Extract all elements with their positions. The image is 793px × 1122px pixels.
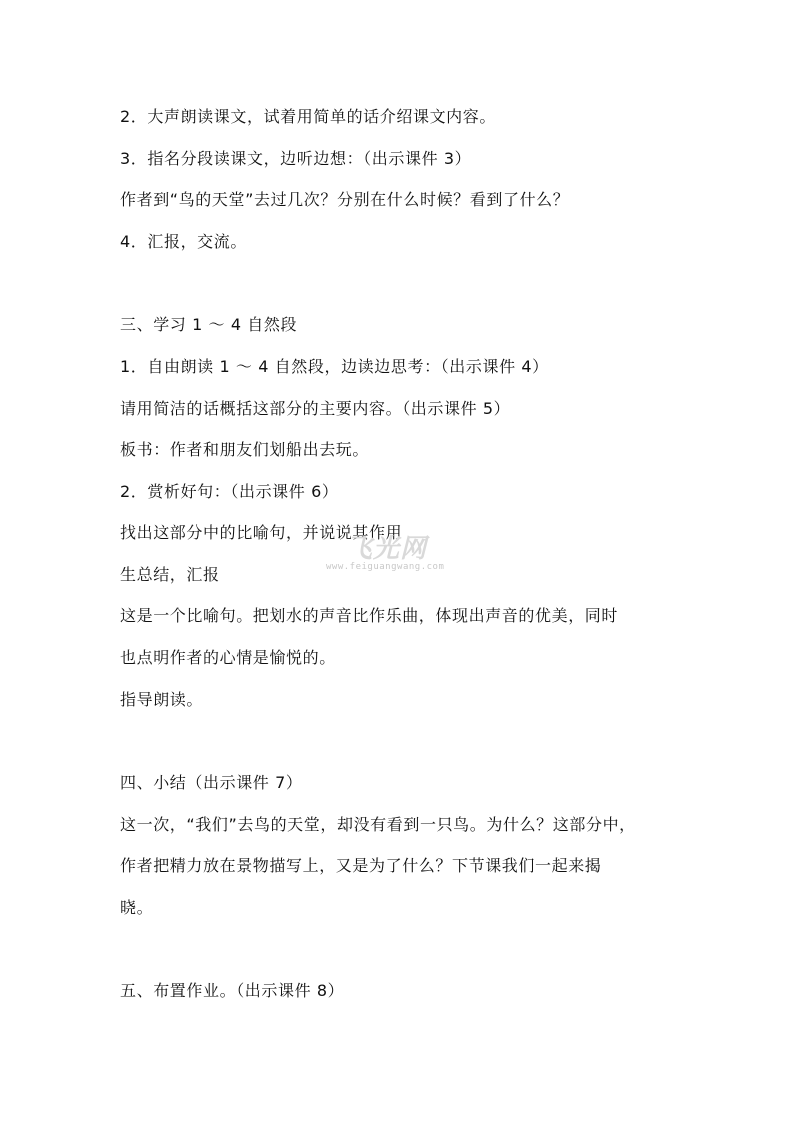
- paragraph-step-3-read-by-section: 3．指名分段读课文，边听边想：（出示课件 3）: [120, 149, 472, 168]
- section-heading-5: 五、布置作业。（出示课件 8）: [120, 981, 345, 1000]
- paragraph-student-summary: 生总结，汇报: [120, 565, 220, 584]
- site-watermark: [326, 528, 466, 584]
- watermark-logo: 飞光网: [346, 534, 428, 564]
- paragraph-summary-2: 作者把精力放在景物描写上，又是为了什么？下节课我们一起来揭: [120, 856, 602, 875]
- paragraph-metaphor-explanation-1: 这是一个比喻句。把划水的声音比作乐曲，体现出声音的优美，同时: [120, 606, 619, 625]
- paragraph-guided-reading: 指导朗读。: [120, 690, 204, 709]
- paragraph-summary-3: 晓。: [120, 898, 154, 917]
- section-heading-4: 四、小结（出示课件 7）: [120, 773, 303, 792]
- section-heading-3: 三、学习 1 ～ 4 自然段: [120, 315, 298, 334]
- watermark-url: www.feiguangwang.com: [326, 562, 445, 572]
- paragraph-find-metaphor: 找出这部分中的比喻句，并说说其作用: [120, 523, 403, 542]
- paragraph-step-2-read-aloud: 2．大声朗读课文，试着用简单的话介绍课文内容。: [120, 107, 496, 126]
- paragraph-question-visits: 作者到“鸟的天堂”去过几次？分别在什么时候？看到了什么？: [120, 190, 570, 209]
- paragraph-appreciate-sentences: 2．赏析好句：（出示课件 6）: [120, 482, 339, 501]
- paragraph-summarize: 请用简洁的话概括这部分的主要内容。（出示课件 5）: [120, 399, 511, 418]
- paragraph-blackboard: 板书：作者和朋友们划船出去玩。: [120, 440, 370, 459]
- paragraph-summary-1: 这一次，“我们”去鸟的天堂，却没有看到一只鸟。为什么？这部分中，: [120, 815, 636, 834]
- paragraph-step-4-report: 4．汇报，交流。: [120, 232, 247, 251]
- paragraph-free-reading: 1．自由朗读 1 ～ 4 自然段，边读边思考：（出示课件 4）: [120, 357, 549, 376]
- paragraph-metaphor-explanation-2: 也点明作者的心情是愉悦的。: [120, 648, 336, 667]
